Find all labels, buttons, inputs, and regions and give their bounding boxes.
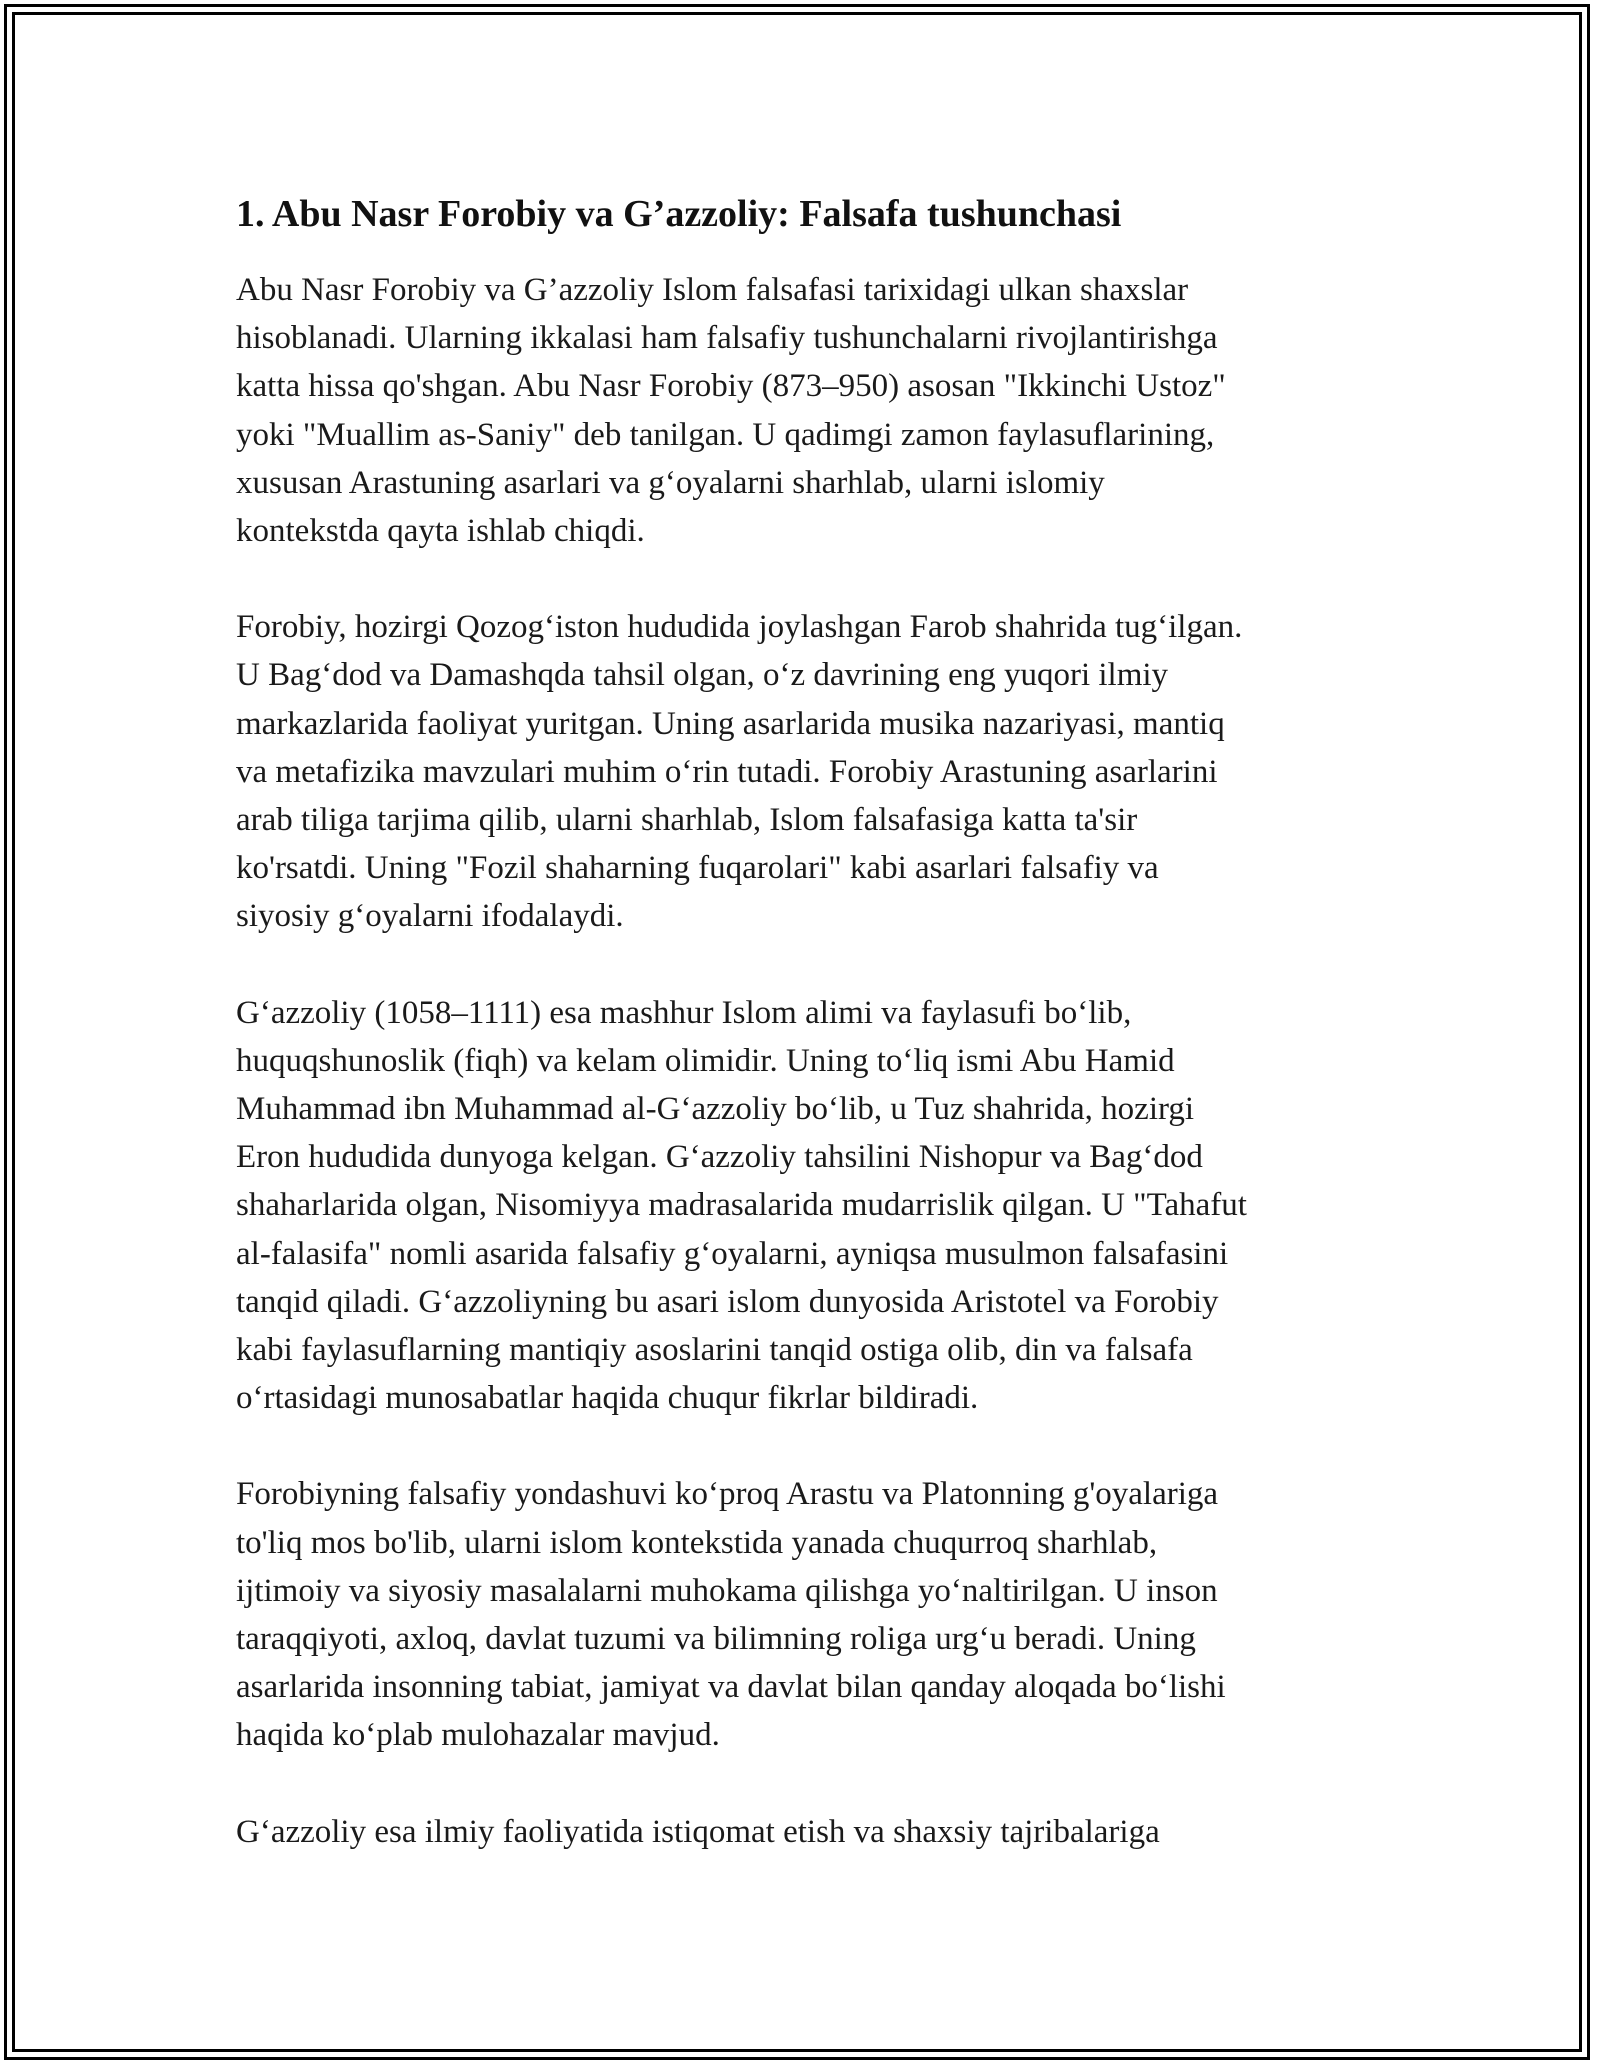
document-body xyxy=(236,188,1376,1904)
text-line: ijtimoiy va siyosiy masalalarni muhokama qilishga yo‘naltirilgan. U inson xyxy=(236,1572,1218,1609)
paragraph-3 xyxy=(236,989,1376,1423)
text-line: markazlarida faoliyat yuritgan. Uning asarlarida musika nazariyasi, mantiq xyxy=(236,705,1225,742)
text-line: taraqqiyoti, axloq, davlat tuzumi va bilimning roliga urg‘u beradi. Uning xyxy=(236,1621,1196,1658)
text-line: arab tiliga tarjima qilib, ularni sharhlab, Islom falsafasiga katta ta'sir xyxy=(236,802,1138,839)
text-line: Muhammad ibn Muhammad al-G‘azzoliy bo‘lib, u Tuz shahrida, hozirgi xyxy=(236,1091,1195,1128)
text-line: katta hissa qo'shgan. Abu Nasr Forobiy (873–950) asosan "Ikkinchi Ustoz" xyxy=(236,368,1226,405)
text-line: tanqid qiladi. G‘azzoliyning bu asari islom dunyosida Aristotel va Forobiy xyxy=(236,1283,1219,1320)
text-line: kontekstda qayta ishlab chiqdi. xyxy=(236,513,645,550)
paragraph-1 xyxy=(236,266,1376,555)
text-line: o‘rtasidagi munosabatlar haqida chuqur fikrlar bildiradi. xyxy=(236,1380,979,1417)
paragraph-2 xyxy=(236,603,1376,940)
text-line: hisoblanadi. Ularning ikkalasi ham falsafiy tushunchalarni rivojlantirishga xyxy=(236,320,1218,357)
text-line: to'liq mos bo'lib, ularni islom kontekstida yanada chuqurroq sharhlab, xyxy=(236,1524,1158,1561)
text-line: haqida ko‘plab mulohazalar mavjud. xyxy=(236,1717,720,1754)
text-line: huquqshunoslik (fiqh) va kelam olimidir. Uning to‘liq ismi Abu Hamid xyxy=(236,1042,1175,1079)
text-line: Forobiy, hozirgi Qozog‘iston hududida joylashgan Farob shahrida tug‘ilgan. xyxy=(236,609,1243,646)
text-line: Forobiyning falsafiy yondashuvi ko‘proq Arastu va Platonning g'oyalariga xyxy=(236,1476,1219,1513)
text-line: G‘azzoliy esa ilmiy faoliyatida istiqomat etish va shaxsiy tajribalariga xyxy=(236,1813,1160,1850)
text-line: Eron hududida dunyoga kelgan. G‘azzoliy tahsilini Nishopur va Bag‘dod xyxy=(236,1139,1203,1176)
text-line: ko'rsatdi. Uning "Fozil shaharning fuqarolari" kabi asarlari falsafiy va xyxy=(236,850,1159,887)
paragraph-4 xyxy=(236,1470,1376,1759)
text-line: xususan Arastuning asarlari va g‘oyalarni sharhlab, ularni islomiy xyxy=(236,464,1105,501)
text-line: Abu Nasr Forobiy va G’azzoliy Islom falsafasi tarixidagi ulkan shaxslar xyxy=(236,272,1189,308)
section-heading: 1. Abu Nasr Forobiy va G’azzoliy: Falsafa tushunchasi xyxy=(236,193,1122,235)
text-line: G‘azzoliy (1058–1111) esa mashhur Islom alimi va faylasufi bo‘lib, xyxy=(236,994,1132,1031)
text-line: al-falasifa" nomli asarida falsafiy g‘oyalarni, ayniqsa musulmon falsafasini xyxy=(236,1235,1229,1272)
paragraph-5 xyxy=(236,1808,1376,1856)
text-line: asarlarida insonning tabiat, jamiyat va davlat bilan qanday aloqada bo‘lishi xyxy=(236,1669,1226,1706)
text-line: shaharlarida olgan, Nisomiyya madrasalarida mudarrislik qilgan. U "Tahafut xyxy=(236,1187,1247,1224)
text-line: yoki "Muallim as-Saniy" deb tanilgan. U qadimgi zamon faylasuflarining, xyxy=(236,416,1215,453)
text-line: kabi faylasuflarning mantiqiy asoslarini tanqid ostiga olib, din va falsafa xyxy=(236,1332,1193,1369)
text-line: va metafizika mavzulari muhim o‘rin tutadi. Forobiy Arastuning asarlarini xyxy=(236,753,1218,790)
text-line: siyosiy g‘oyalarni ifodalaydi. xyxy=(236,898,624,935)
text-line: U Bag‘dod va Damashqda tahsil olgan, o‘z davrining eng yuqori ilmiy xyxy=(236,657,1169,694)
